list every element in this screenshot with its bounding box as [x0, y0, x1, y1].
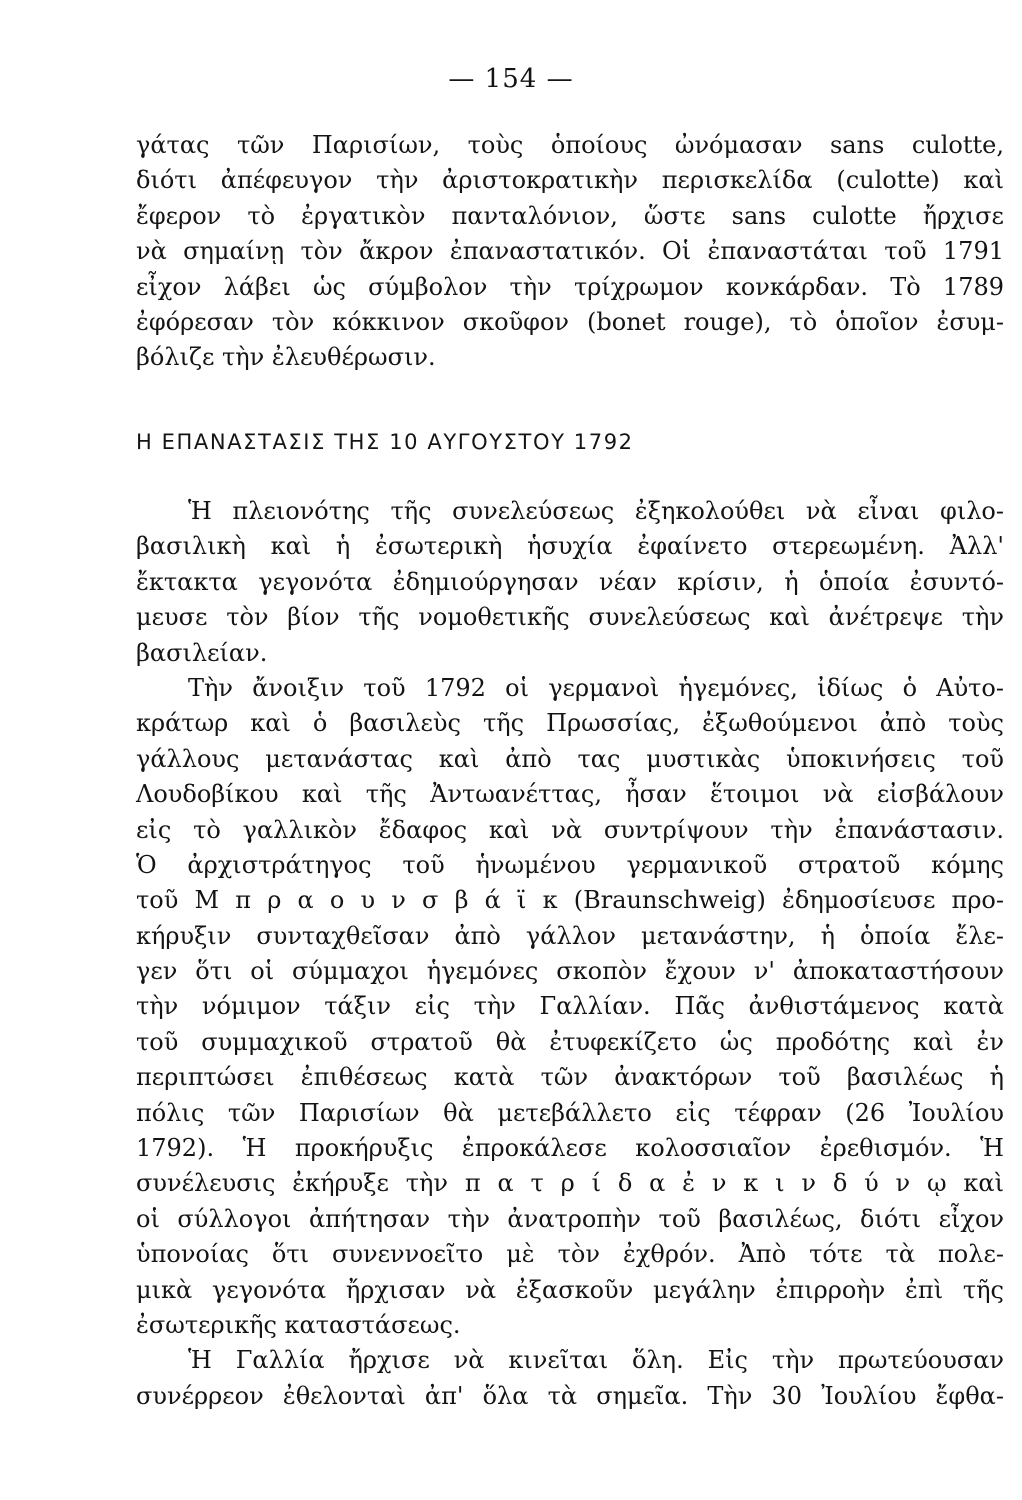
text-line: ἔκτακτα γεγονότα ἐδημιούργησαν νέαν κρίσιν, ἡ ὁποία ἐσυντό- — [136, 567, 1004, 596]
text-line: 1792). Ἡ προκήρυξις ἐπροκάλεσε κολοσσιαῖον ἐρεθισμόν. Ἡ — [136, 1134, 1004, 1163]
text-line: ἐφόρεσαν τὸν κόκκινον σκοῦφον (bonet rouge), τὸ ὁποῖον ἐσυμ- — [136, 307, 1004, 336]
text-line: τοῦ συμμαχικοῦ στρατοῦ θὰ ἐτυφεκίζετο ὡς προδότης καὶ ἐν — [136, 1027, 1004, 1056]
top-paragraph — [136, 128, 1004, 376]
text-line: γάλλους μετανάστας καὶ ἀπὸ τας μυστικὰς ὑποκινήσεις τοῦ — [136, 744, 1004, 773]
text-line: ἔφερον τὸ ἐργατικὸν πανταλόνιον, ὥστε sans culotte ἤρχισε — [136, 201, 1004, 230]
section-heading: Η ΕΠΑΝΑΣΤΑΣΙΣ ΤΗΣ 10 ΑΥΓΟΥΣΤΟΥ 1792 — [136, 430, 634, 454]
paragraph-first-line: Ἡ πλειονότης τῆς συνελεύσεως ἐξηκολούθει νὰ εἶναι φιλο- — [188, 497, 1004, 525]
paragraph-first-line: Τὴν ἄνοιξιν τοῦ 1792 οἱ γερμανοὶ ἡγεμόνες, ἰδίως ὁ Αὐτο- — [188, 673, 1004, 702]
paragraph-first-line: Ἡ Γαλλία ἤρχισε νὰ κινεῖται ὅλη. Εἰς τὴν πρωτεύουσαν — [188, 1346, 1004, 1375]
text-line: βασιλείαν. — [136, 638, 268, 667]
text-line: νὰ σημαίνῃ τὸν ἄκρον ἐπαναστατικόν. Οἱ ἐπαναστάται τοῦ 1791 — [136, 237, 1004, 266]
text-line: γάτας τῶν Παρισίων, τοὺς ὁποίους ὠνόμασαν sans culotte, — [136, 131, 1004, 159]
text-line: μευσε τὸν βίον τῆς νομοθετικῆς συνελεύσεως καὶ ἀνέτρεψε τὴν — [136, 603, 1004, 632]
text-line: ὑπονοίας ὅτι συνεννοεῖτο μὲ τὸν ἐχθρόν. Ἀπὸ τότε τὰ πολε- — [136, 1240, 1004, 1269]
page-number: — 154 — — [448, 64, 574, 94]
text-line: εἶχον λάβει ὡς σύμβολον τὴν τρίχρωμον κονκάρδαν. Τὸ 1789 — [136, 272, 1004, 301]
text-line: Ὁ ἀρχιστράτηγος τοῦ ἡνωμένου γερμανικοῦ στρατοῦ κόμης — [136, 850, 1004, 879]
text-line: τοῦ Μ π ρ α ο υ ν σ β ά ϊ κ (Braunschweig) ἐδημοσίευσε προ- — [136, 886, 1004, 915]
text-line: περιπτώσει ἐπιθέσεως κατὰ τῶν ἀνακτόρων τοῦ βασιλέως ἡ — [136, 1063, 1004, 1092]
text-line: μικὰ γεγονότα ἤρχισαν νὰ ἐξασκοῦν μεγάλην ἐπιρροὴν ἐπὶ τῆς — [136, 1275, 1004, 1304]
text-line: εἰς τὸ γαλλικὸν ἔδαφος καὶ νὰ συντρίψουν τὴν ἐπανάστασιν. — [136, 815, 1004, 844]
text-line: συνέλευσις ἐκήρυξε τὴν π α τ ρ ί δ α ἐ ν κ ι ν δ ύ ν ῳ καὶ — [136, 1169, 1004, 1198]
text-line: κήρυξιν συνταχθεῖσαν ἀπὸ γάλλον μετανάστην, ἡ ὁποία ἔλε- — [136, 921, 1004, 950]
text-line: οἱ σύλλογοι ἀπήτησαν τὴν ἀνατροπὴν τοῦ βασιλέως, διότι εἶχον — [136, 1204, 1004, 1233]
text-line: γεν ὅτι οἱ σύμμαχοι ἡγεμόνες σκοπὸν ἔχουν ν' ἀποκαταστήσουν — [136, 957, 1004, 986]
text-line: τὴν νόμιμον τάξιν εἰς τὴν Γαλλίαν. Πᾶς ἀνθιστάμενος κατὰ — [136, 992, 1004, 1021]
text-line: συνέρρεον ἐθελονταὶ ἀπ' ὅλα τὰ σημεῖα. Τὴν 30 Ἰουλίου ἔφθα- — [136, 1381, 1004, 1410]
text-line: ἐσωτερικῆς καταστάσεως. — [136, 1310, 461, 1339]
text-line: βασιλικὴ καὶ ἡ ἐσωτερικὴ ἡσυχία ἐφαίνετο στερεωμένη. Ἀλλ' — [136, 532, 1004, 561]
text-line: βόλιζε τὴν ἐλευθέρωσιν. — [136, 343, 436, 372]
body-text — [136, 494, 1004, 1414]
text-line: διότι ἀπέφευγον τὴν ἀριστοκρατικὴν περισκελίδα (culotte) καὶ — [136, 166, 1004, 195]
text-line: κράτωρ καὶ ὁ βασιλεὺς τῆς Πρωσσίας, ἐξωθούμενοι ἀπὸ τοὺς — [136, 709, 1004, 738]
text-line: πόλις τῶν Παρισίων θὰ μετεβάλλετο εἰς τέφραν (26 Ἰουλίου — [136, 1098, 1004, 1127]
text-line: Λουδοβίκου καὶ τῆς Ἀντωανέττας, ἦσαν ἕτοιμοι νὰ εἰσβάλουν — [136, 780, 1004, 809]
